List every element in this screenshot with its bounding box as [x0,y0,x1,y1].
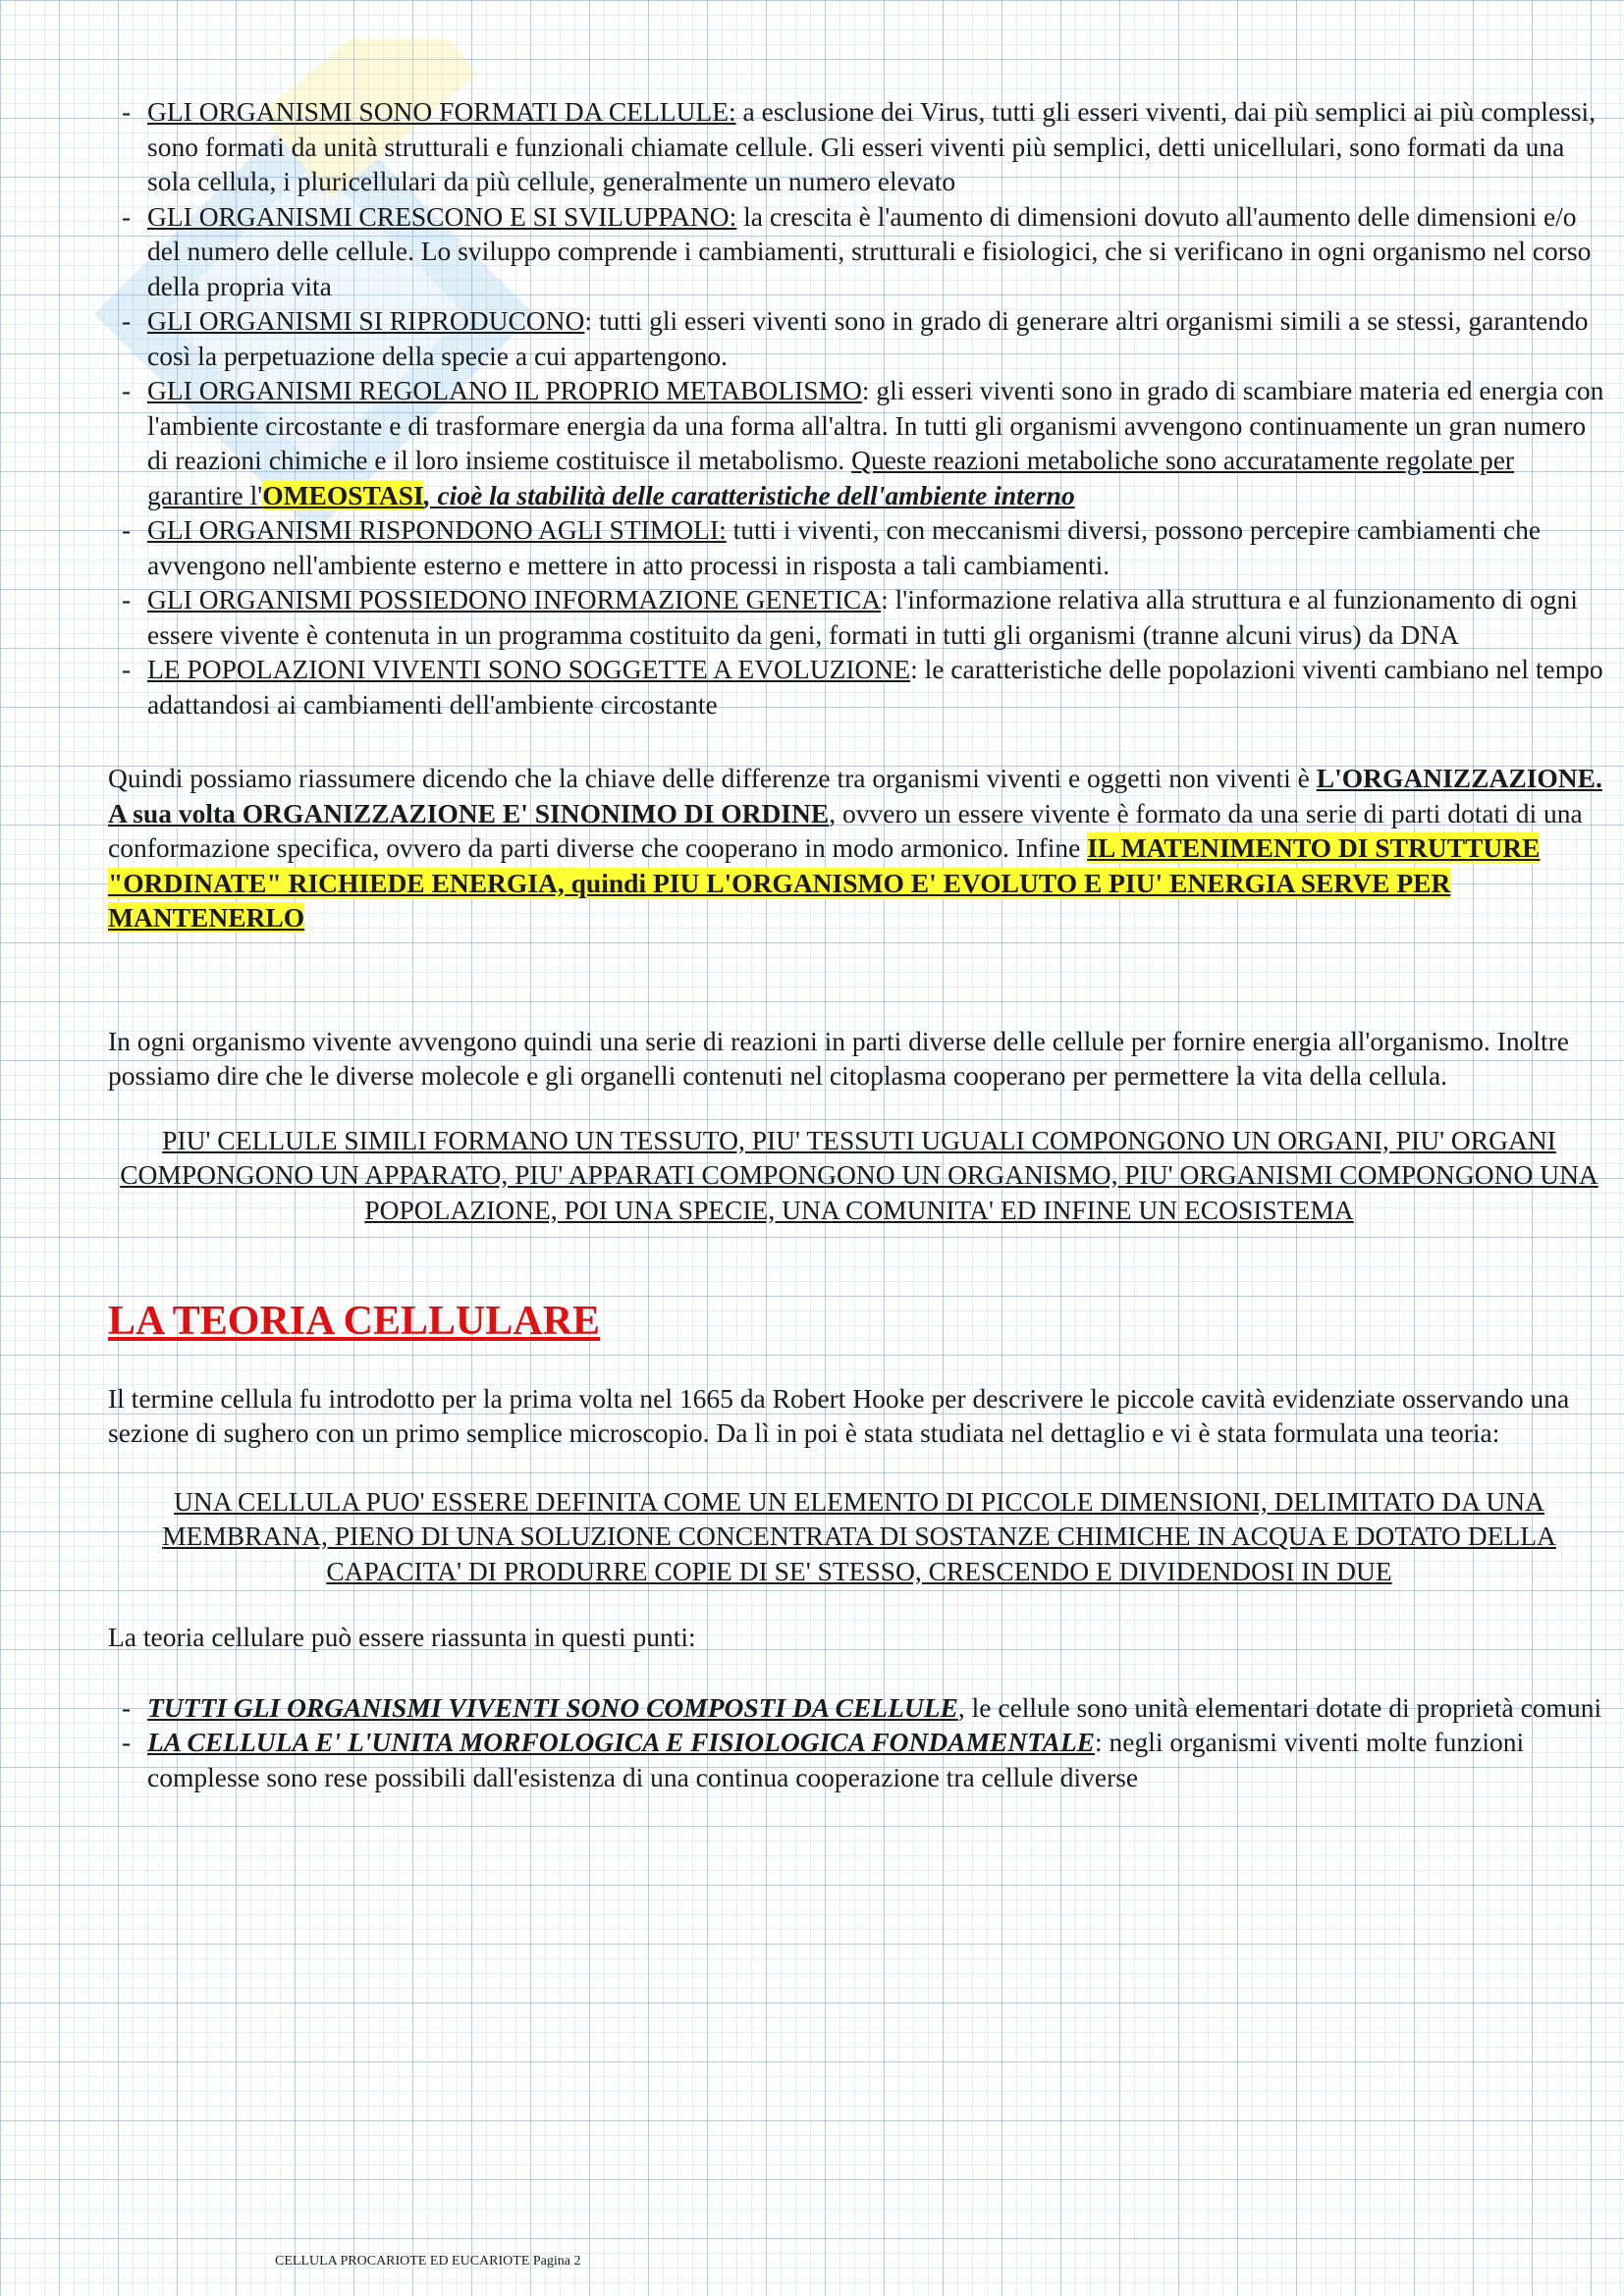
bullet-title: GLI ORGANISMI REGOLANO IL PROPRIO METABOLISMO [147,375,862,405]
theory-points-list [108,1690,1610,1795]
list-item [108,1725,1610,1794]
list-item [108,199,1610,304]
organization-emphasis: L'ORGANIZZAZIONE. A sua volta ORGANIZZAZIONE E' SINONIMO DI ORDINE [108,763,1602,828]
bullet-text: : le caratteristiche delle popolazioni viventi cambiano nel tempo adattandosi ai cambiamenti dell'ambiente circostante [147,654,1603,720]
summary-paragraph: Quindi possiamo riassumere dicendo che la chiave delle differenze tra organismi viventi e oggetti non viventi è L'ORGANIZZAZIONE. A sua volta ORGANIZZAZIONE E' SINONIMO DI ORDINE, ovvero un essere vivente è formato da una serie di parti dotati di una conformazione specifica, ovvero da parti diverse che cooperano in modo armonico. Infine IL MATENIMENTO DI STRUTTURE "ORDINATE" RICHIEDE ENERGIA, quindi PIU L'ORGANISMO E' EVOLUTO E PIU' ENERGIA SERVE PER MANTENERLO [108,763,1602,933]
bullet-title: LE POPOLAZIONI VIVENTI SONO SOGGETTE A EVOLUZIONE [147,654,911,684]
bullet-title: GLI ORGANISMI SI RIPRODUCONO [147,305,585,336]
page-footer: CELLULA PROCARIOTE ED EUCARIOTE Pagina 2 [275,2254,581,2269]
reactions-paragraph: In ogni organismo vivente avvengono quindi una serie di reazioni in parti diverse delle cellule per fornire energia all'organismo. Inoltre possiamo dire che le diverse molecole e gli organelli contenuti nel citoplasma cooperano per permettere la vita della cellula. [108,1025,1569,1091]
bullet-text: la crescita è l'aumento di dimensioni dovuto all'aumento delle dimensioni e/o del numero delle cellule. Lo sviluppo comprende i cambiamenti, strutturali e fisiologici, che si verificano in ogni organismo nel corso della propria vita [147,200,1592,301]
bullet-text: tutti i viventi, con meccanismi diversi, possono percepire cambiamenti che avvengono nell'ambiente esterno e mettere in atto processi in risposta a tali cambiamenti. [147,514,1542,580]
history-paragraph: Il termine cellula fu introdotto per la prima volta nel 1665 da Robert Hooke per descrivere le piccole cavità evidenziate osservando una sezione di sughero con un primo semplice microscopio. Da lì in poi è stata studiata nel dettaglio e vi è stata formulata una teoria: [108,1382,1570,1449]
bullet-title: GLI ORGANISMI SONO FORMATI DA CELLULE: [147,96,736,127]
bullet-text: : negli organismi viventi molte funzioni complesse sono rese possibili dall'esistenza di una continua cooperazione tra cellule diverse [147,1727,1525,1792]
bullet-title: GLI ORGANISMI CRESCONO E SI SVILUPPANO: [147,200,737,232]
bullet-title: GLI ORGANISMI RISPONDONO AGLI STIMOLI: [147,514,727,545]
cell-definition: UNA CELLULA PUO' ESSERE DEFINITA COME UN ELEMENTO DI PICCOLE DIMENSIONI, DELIMITATO DA UNA MEMBRANA, PIENO DI UNA SOLUZIONE CONCENTRATA DI SOSTANZE CHIMICHE IN ACQUA E DOTATO DELLA CAPACITA' DI PRODURRE COPIE DI SE' STESSO, CRESCENDO E DIVIDENDOSI IN DUE [162,1485,1556,1586]
bullet-text: : l'informazione relativa alla struttura e al funzionamento di ogni essere vivente è contenuta in un programma costituito da geni, formati in tutti gli organismi (tranne alcuni virus) da DNA [147,584,1578,650]
bullet-text: : tutti gli esseri viventi sono in grado di generare altri organismi simili a se stessi, garantendo così la perpetuazione della specie a cui appartengono. [147,305,1589,371]
bullet-title: TUTTI GLI ORGANISMI VIVENTI SONO COMPOSTI DA CELLULE [147,1691,958,1723]
highlighted-term: OMEOSTASI [262,479,424,510]
bullet-title: GLI ORGANISMI POSSIEDONO INFORMAZIONE GENETICA [147,584,882,614]
list-item [108,512,1610,582]
list-item [108,303,1610,373]
bullet-text: : gli esseri viventi sono in grado di scambiare materia ed energia con l'ambiente circostante e di trasformare energia da una forma all'altra. In tutti gli organismi avvengono continuamente un gran numero di reazioni chimiche e il loro insieme costituisce il metabolismo. [147,375,1604,475]
bullet-text: , le cellule sono unità elementari dotate di proprietà comuni [957,1691,1602,1723]
list-item [108,582,1610,652]
list-item [108,94,1610,199]
energy-highlight: IL MATENIMENTO DI STRUTTURE "ORDINATE" RICHIEDE ENERGIA, quindi PIU L'ORGANISMO E' EVOLUTO E PIU' ENERGIA SERVE PER MANTENERLO [108,832,1541,933]
characteristics-list [108,94,1610,721]
bullet-text: a esclusione dei Virus, tutti gli esseri viventi, dai più semplici ai più complessi, sono formati da unità strutturali e funzionali chiamate cellule. Gli esseri viventi più semplici, detti unicellulari, sono formati da una sola cellula, i pluricellulari da più cellule, generalmente un numero elevato [147,96,1597,196]
list-item [108,652,1610,721]
italic-definition: , cioè la stabilità delle caratteristiche dell'ambiente interno [423,479,1075,510]
list-item [108,373,1610,512]
underlined-sentence: Queste reazioni metaboliche sono accuratamente regolate per garantire l' [147,445,1515,510]
hierarchy-statement: PIU' CELLULE SIMILI FORMANO UN TESSUTO, PIU' TESSUTI UGUALI COMPONGONO UN ORGANI, PIU' ORGANI COMPONGONO UN APPARATO, PIU' APPARATI COMPONGONO UN ORGANISMO, PIU' ORGANISMI COMPONGONO UNA POPOLAZIONE, POI UNA SPECIE, UNA COMUNITA' ED INFINE UN ECOSISTEMA [120,1124,1598,1225]
document-page [108,94,1610,1794]
theory-intro: La teoria cellulare può essere riassunta in questi punti: [108,1622,696,1653]
section-heading: LA TEORIA CELLULARE [108,1299,601,1344]
bullet-title: LA CELLULA E' L'UNITA MORFOLOGICA E FISIOLOGICA FONDAMENTALE [147,1727,1096,1758]
list-item [108,1690,1610,1726]
